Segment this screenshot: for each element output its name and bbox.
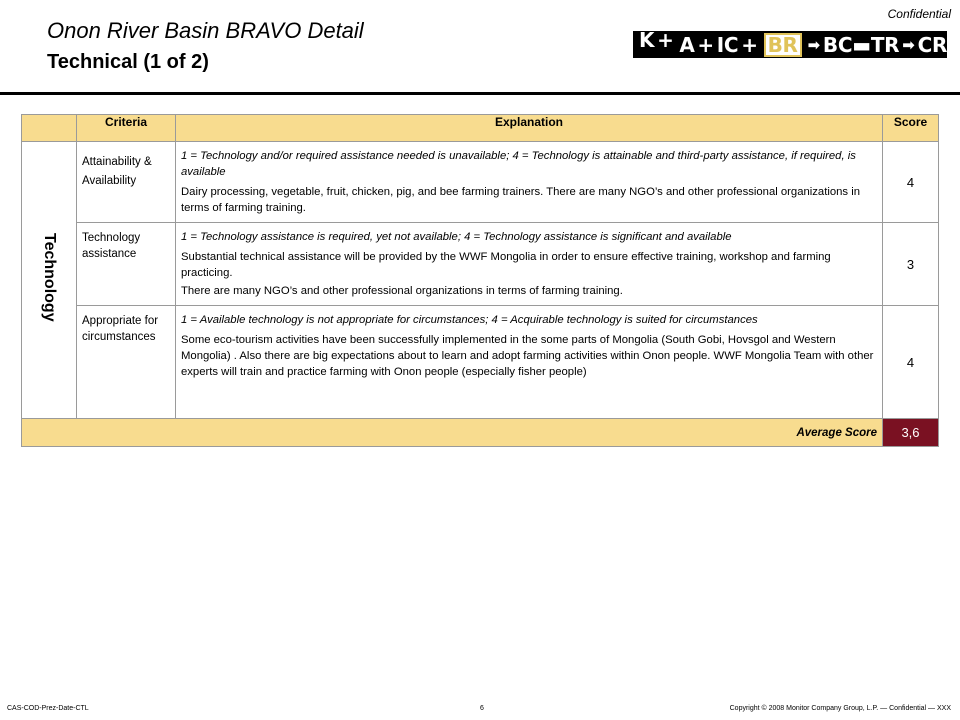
footer-page-number: 6 [480,705,484,712]
logo-tr: TR [870,32,900,57]
scale-definition: 1 = Technology assistance is required, yet not available; 4 = Technology assistance is significant and available [181,231,732,243]
explanation-text: Substantial technical assistance will be provided by the WWF Mongolia in order to ensure effective training, workshop and farming practicing. [181,251,831,279]
logo-cr: CR [917,32,948,57]
logo-bc: BC [822,32,853,57]
table-row [22,223,939,306]
footer-copyright: Copyright © 2008 Monitor Company Group, L.P. — Confidential — XXX [729,705,951,712]
score-cell: 4 [883,306,939,419]
logo-plus-1: + [657,27,674,52]
footer-doc-id: CAS-COD-Prez-Date-CTL [7,705,89,712]
page-subtitle: Technical (1 of 2) [47,51,209,73]
table-row [22,142,939,223]
average-row [22,419,939,447]
header-explanation: Explanation [176,115,883,142]
explanation-cell [176,142,883,223]
explanation-text: There are many NGO’s and other professional organizations in terms of farming training. [181,285,623,297]
category-label: Technology [41,233,58,322]
criteria-cell: Attainability & Availability [77,142,176,223]
header-score: Score [883,115,939,142]
technical-criteria-table [21,114,939,447]
score-cell: 4 [883,142,939,223]
logo-br: BR [764,33,802,57]
page-title: Onon River Basin BRAVO Detail [47,18,364,43]
bravo-logo [633,27,948,58]
logo-ic: IC [716,32,739,57]
header-blank-cell [22,115,77,142]
logo-a: A [679,32,695,57]
logo-plus-2: + [697,32,714,57]
explanation-cell [176,223,883,306]
explanation-text: Dairy processing, vegetable, fruit, chicken, pig, and bee farming trainers. There are many NGO’s and other professional organizations in terms of farming training. [181,186,861,214]
table-row [22,306,939,419]
arrow-right-icon: ➡ [807,35,820,54]
category-cell [22,142,77,419]
header-criteria: Criteria [77,115,176,142]
scale-definition: 1 = Technology and/or required assistance needed is unavailable; 4 = Technology is attainable and third-party assistance, if required, is available [181,150,856,178]
confidential-label: Confidential [887,7,951,21]
average-score-value: 3,6 [883,419,939,447]
table-header-row [22,115,939,142]
arrow-right-icon-2: ➡ [902,35,915,54]
explanation-cell [176,306,883,419]
scale-definition: 1 = Available technology is not appropriate for circumstances; 4 = Acquirable technology is suited for circumstances [181,314,758,326]
average-score-label: Average Score [22,419,883,447]
logo-k: K [639,27,655,52]
logo-plus-3: + [741,32,758,57]
score-cell: 3 [883,223,939,306]
logo-dash-icon: ▬ [852,32,871,57]
explanation-text: Some eco-tourism activities have been successfully implemented in the some parts of Mongolia (South Gobi, Hovsgol and Western Mongolia) . Also there are big expectations about to learn and adopt farming activities within Onon people. WWF Mongolia Team with other experts will train and practice farming with Onon people (especially fisher people) [181,334,874,378]
criteria-cell: Appropriate for circumstances [77,306,176,419]
criteria-cell: Technology assistance [77,223,176,306]
header-divider [0,92,960,95]
